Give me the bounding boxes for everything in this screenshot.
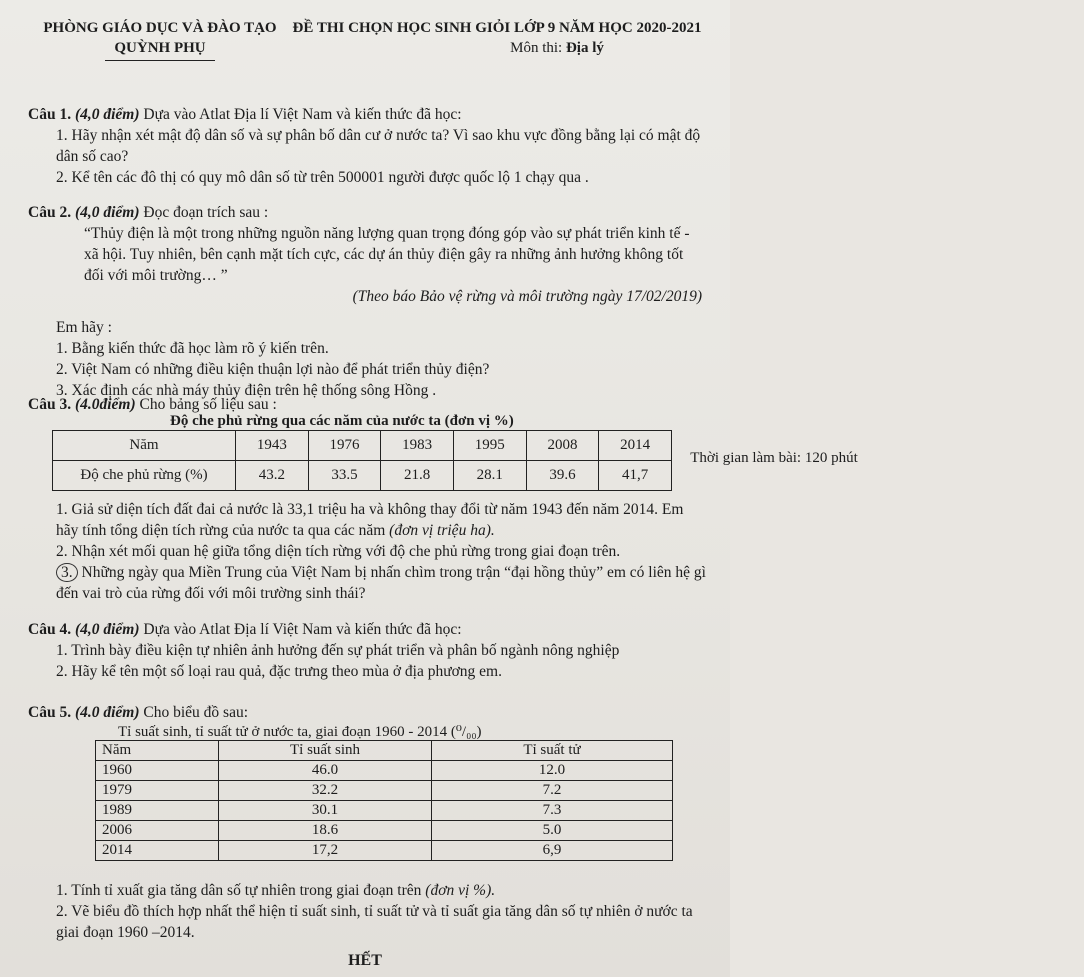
table-cell: 2006: [96, 821, 219, 841]
department-header: [40, 18, 280, 61]
q5-item-1: 1. Tính tỉ xuất gia tăng dân số tự nhiên trong giai đoạn trên: [56, 882, 422, 899]
table-cell: 12.0: [432, 761, 673, 781]
q4-item-2: 2. Hãy kể tên một số loại rau quả, đặc trưng theo mùa ở địa phương em.: [56, 663, 502, 680]
q1-item-2: 2. Kể tên các đô thị có quy mô dân số từ trên 500001 người được quốc lộ 1 chạy qua .: [56, 169, 589, 186]
table-cell: 1960: [96, 761, 219, 781]
district-name: QUỲNH PHỤ: [114, 40, 206, 56]
q2-head: Câu 2.: [28, 204, 72, 221]
question-5-intro: [28, 702, 706, 723]
subject-label: Môn thi:: [510, 40, 563, 56]
question-5-items: [28, 880, 706, 943]
time-line: Thời gian làm bài: 120 phút: [690, 450, 858, 466]
table-header-cell: Tỉ suất tử: [432, 741, 673, 761]
table-row: [96, 801, 673, 821]
q3-item-1: 1. Giả sử diện tích đất đai cả nước là 33,1 triệu ha và không thay đổi từ năm 1943 đến năm 2014. Em hãy tính tổng diện tích rừng của nước ta qua các năm: [56, 501, 684, 539]
table-row: [53, 461, 672, 491]
subject-value: Địa lý: [565, 40, 604, 56]
table-cell: 1983: [381, 431, 454, 461]
q4-score: (4,0 điểm): [74, 621, 140, 638]
table-cell: 43.2: [236, 461, 309, 491]
question-2: [28, 202, 706, 401]
table-cell: 17,2: [219, 841, 432, 861]
table-cell: 1995: [453, 431, 526, 461]
table-cell: 30.1: [219, 801, 432, 821]
table-row: [96, 821, 673, 841]
table-cell: 1943: [236, 431, 309, 461]
q5-item-1-unit: (đơn vị %).: [425, 882, 496, 899]
question-3-intro: [28, 394, 706, 415]
q1-intro: Dựa vào Atlat Địa lí Việt Nam và kiến thức đã học:: [143, 106, 462, 123]
forest-cover-table: [52, 430, 672, 491]
table-header-cell: Độ che phủ rừng (%): [53, 461, 236, 491]
q3-item-2: 2. Nhận xét mối quan hệ giữa tổng diện tích rừng với độ che phủ rừng trong giai đoạn trên.: [56, 543, 621, 560]
table-row: [96, 841, 673, 861]
table-row: [96, 741, 673, 761]
table-cell: 1979: [96, 781, 219, 801]
q2-item-3: 3. Xác định các nhà máy thủy điện trên hệ thống sông Hồng .: [56, 382, 437, 399]
q2-intro: Đọc đoạn trích sau :: [143, 204, 269, 221]
table-cell: 1989: [96, 801, 219, 821]
end-marker: HẾT: [348, 952, 382, 969]
q3-intro: Cho bảng số liệu sau :: [139, 396, 277, 413]
q1-head: Câu 1.: [28, 106, 72, 123]
q2-score: (4,0 điểm): [74, 204, 140, 221]
table-header-cell: Năm: [96, 741, 219, 761]
q3-item-3-number: 3.: [56, 563, 78, 582]
question-3-items: [28, 499, 706, 604]
subject-line: [412, 38, 702, 58]
table-cell: 32.2: [219, 781, 432, 801]
q5-table-title: Tỉ suất sinh, tỉ suất tử ở nước ta, giai đoạn 1960 - 2014 (⁰/₀₀): [118, 724, 482, 740]
department-name: PHÒNG GIÁO DỤC VÀ ĐÀO TẠO: [43, 20, 277, 36]
q5-item-2: 2. Vẽ biểu đồ thích hợp nhất thể hiện tỉ suất sinh, tỉ suất tử và tỉ suất gia tăng dân số tự nhiên ở nước ta giai đoạn 1960 –2014.: [56, 903, 693, 941]
header-underline: [105, 60, 215, 61]
q2-quote: “Thủy điện là một trong những nguồn năng lượng quan trọng đóng góp vào sự phát triển kinh tế - xã hội. Tuy nhiên, bên cạnh mặt tích cực, các dự án thủy điện gây ra những ảnh hưởng không tốt đối với môi trường… ”: [84, 225, 690, 284]
table-cell: 7.3: [432, 801, 673, 821]
q3-table-title: Độ che phủ rừng qua các năm của nước ta (đơn vị %): [170, 413, 514, 429]
q1-item-1: 1. Hãy nhận xét mật độ dân số và sự phân bố dân cư ở nước ta? Vì sao khu vực đồng bằng lại có mật độ dân số cao?: [56, 127, 701, 165]
q2-source: (Theo báo Bảo vệ rừng và môi trường ngày 17/02/2019): [352, 288, 702, 305]
q2-em-hay: Em hãy :: [56, 319, 112, 336]
table-header-cell: Năm: [53, 431, 236, 461]
question-4: [28, 619, 706, 682]
table-cell: 41,7: [599, 461, 672, 491]
birth-death-rate-table: [95, 740, 673, 861]
table-cell: 2008: [526, 431, 599, 461]
q3-head: Câu 3.: [28, 396, 72, 413]
table-cell: 7.2: [432, 781, 673, 801]
q3-score: (4.0điểm): [74, 396, 136, 413]
table-cell: 1976: [308, 431, 381, 461]
table-row: [53, 431, 672, 461]
table-cell: 2014: [599, 431, 672, 461]
table-cell: 28.1: [453, 461, 526, 491]
table-header-cell: Tỉ suất sinh: [219, 741, 432, 761]
table-row: [96, 761, 673, 781]
table-cell: 2014: [96, 841, 219, 861]
q5-head: Câu 5.: [28, 704, 72, 721]
exam-title: ĐỀ THI CHỌN HỌC SINH GIỎI LỚP 9 NĂM HỌC 2020-2021: [292, 20, 702, 36]
q4-head: Câu 4.: [28, 621, 72, 638]
q3-item-1-unit: (đơn vị triệu ha).: [389, 522, 495, 539]
q1-score: (4,0 điểm): [74, 106, 140, 123]
table-cell: 33.5: [308, 461, 381, 491]
q2-item-2: 2. Việt Nam có những điều kiện thuận lợi nào để phát triển thủy điện?: [56, 361, 490, 378]
q5-score: (4.0 điểm): [74, 704, 140, 721]
q2-item-1: 1. Bằng kiến thức đã học làm rõ ý kiến trên.: [56, 340, 329, 357]
table-cell: 5.0: [432, 821, 673, 841]
q4-item-1: 1. Trình bày điều kiện tự nhiên ảnh hưởng đến sự phát triển và phân bố ngành nông nghiệp: [56, 642, 620, 659]
table-cell: 46.0: [219, 761, 432, 781]
table-row: [96, 781, 673, 801]
q4-intro: Dựa vào Atlat Địa lí Việt Nam và kiến thức đã học:: [143, 621, 462, 638]
question-1: [28, 104, 706, 188]
q3-item-3: Những ngày qua Miền Trung của Việt Nam bị nhấn chìm trong trận “đại hồng thủy” em có liên hệ gì đến vai trò của rừng đối với môi trường sinh thái?: [56, 564, 706, 602]
table-cell: 39.6: [526, 461, 599, 491]
table-cell: 6,9: [432, 841, 673, 861]
table-cell: 21.8: [381, 461, 454, 491]
q5-intro: Cho biểu đồ sau:: [143, 704, 249, 721]
table-cell: 18.6: [219, 821, 432, 841]
